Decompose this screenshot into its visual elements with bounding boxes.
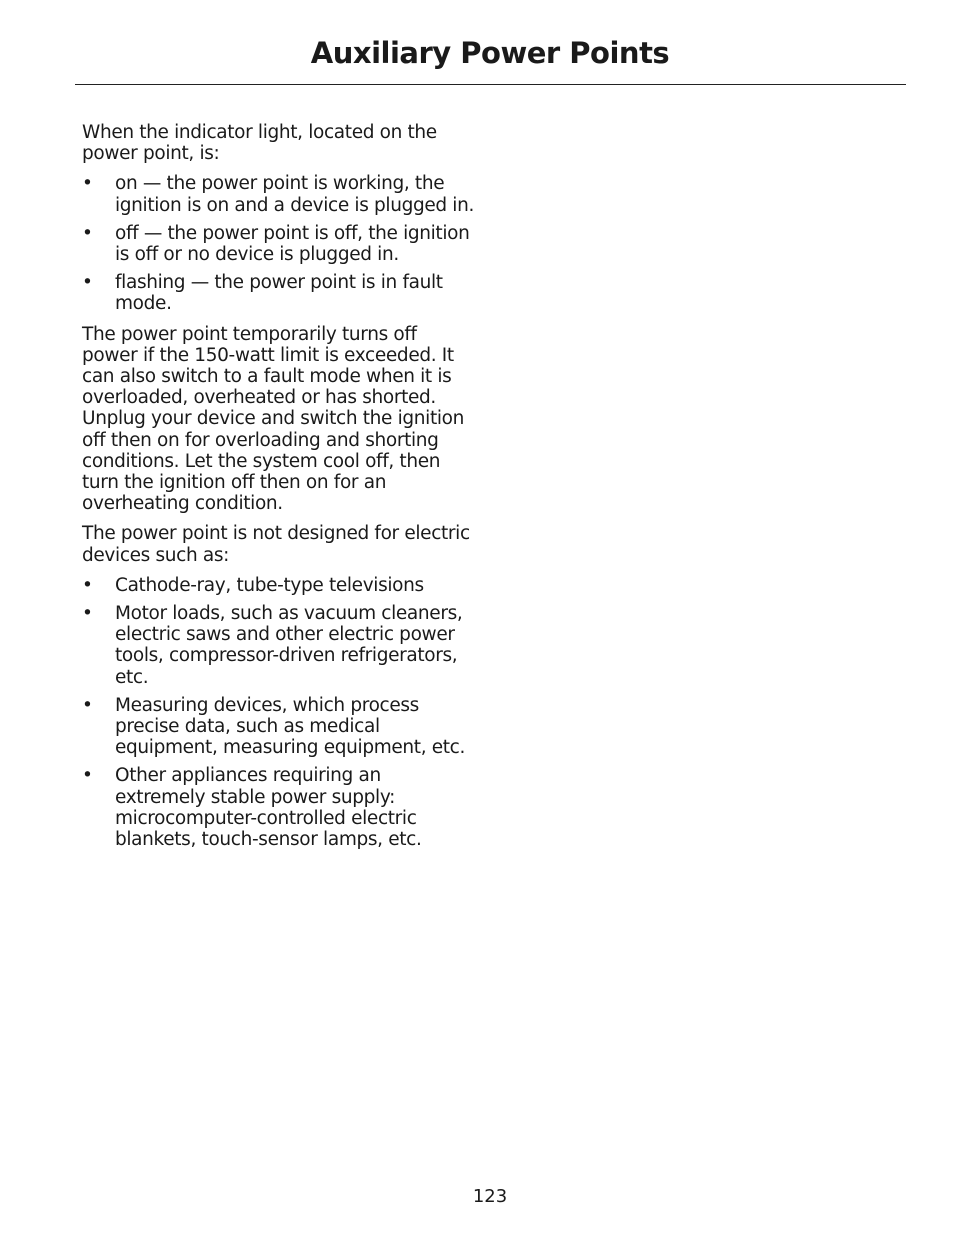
list-item (82, 272, 474, 314)
unsupported-devices-list (82, 575, 474, 850)
not-designed-intro-paragraph: The power point is not designed for electric devices such as: (82, 523, 470, 566)
list-item (82, 173, 474, 215)
indicator-states-list (82, 173, 474, 314)
fault-mode-paragraph: The power point temporarily turns off power if the 150-watt limit is exceeded. It can also switch to a fault mode when it is overloaded, overheated or has shorted. Unplug your device and switch the ignition off then on for overloading and shorting conditions. Let the system cool off, then turn the ignition off then on for an overheating condition. (82, 323, 464, 515)
list-item-text: Motor loads, such as vacuum cleaners, electric saws and other electric power tools, compressor-driven refrigerators, etc. (115, 603, 463, 688)
list-item (82, 603, 474, 688)
list-item-text: Other appliances requiring an extremely stable power supply: microcomputer-controlled electric blankets, touch-sensor lamps, etc. (115, 765, 422, 851)
bullet-marker: • (82, 173, 93, 195)
list-item (82, 575, 474, 596)
bullet-marker: • (82, 694, 93, 716)
list-item-text: Cathode-ray, tube-type televisions (115, 574, 424, 596)
main-column (82, 122, 474, 859)
page-title: Auxiliary Power Points (310, 36, 670, 70)
title-divider (75, 84, 906, 85)
bullet-marker: • (82, 765, 93, 787)
bullet-marker: • (82, 222, 93, 244)
bullet-marker: • (82, 574, 93, 596)
page-number: 123 (472, 1186, 508, 1207)
list-item-text: off — the power point is off, the ignition is off or no device is plugged in. (115, 222, 470, 266)
bullet-marker: • (82, 603, 93, 625)
list-item-text: flashing — the power point is in fault mode. (115, 272, 443, 315)
bullet-marker: • (82, 272, 93, 294)
indicator-intro-paragraph: When the indicator light, located on the power point, is: (82, 122, 437, 165)
list-item-text: on — the power point is working, the ignition is on and a device is plugged in. (115, 173, 475, 216)
list-item-text: Measuring devices, which process precise data, such as medical equipment, measuring equipment, etc. (115, 694, 466, 759)
list-item (82, 223, 474, 265)
list-item (82, 695, 474, 759)
list-item (82, 765, 474, 850)
